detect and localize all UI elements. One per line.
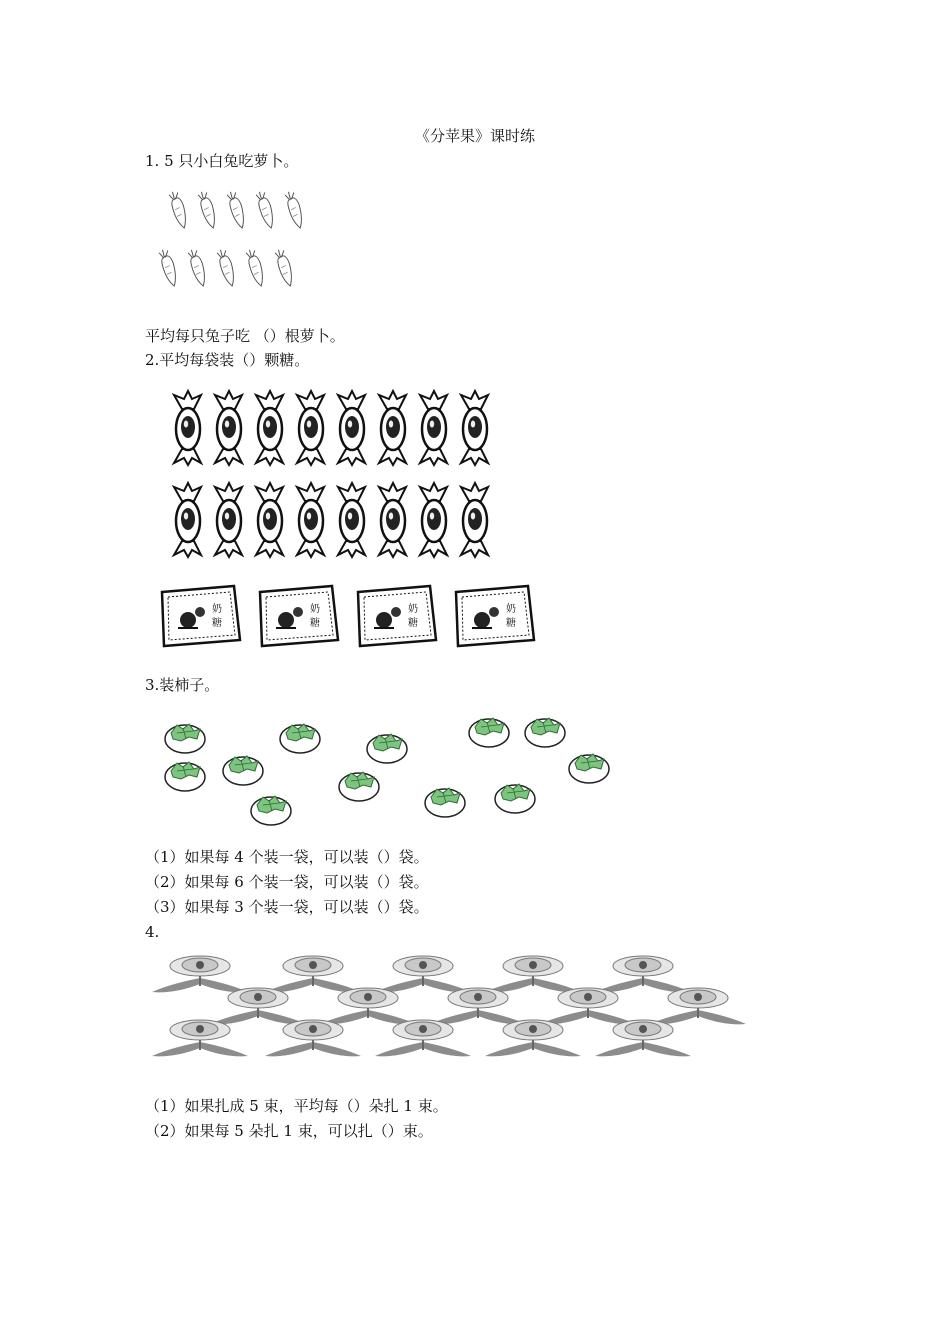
carrot-icon: [275, 248, 295, 288]
candy-icon: [297, 391, 324, 465]
flower-icon: [375, 956, 471, 992]
persimmon-icon: [367, 734, 407, 763]
flower-icon: [265, 1020, 361, 1056]
flower-icon: [152, 1020, 248, 1056]
carrot-icon: [159, 248, 179, 288]
candy-icon: [379, 483, 406, 557]
candy-icon: [379, 391, 406, 465]
flower-icon: [485, 1020, 581, 1056]
persimmon-icon: [339, 772, 379, 801]
bag-label-bottom: 糖: [212, 618, 222, 629]
persimmon-icon: [569, 754, 609, 783]
candy-icon: [420, 391, 447, 465]
candy-icon: [174, 483, 201, 557]
flower-icon: [650, 988, 746, 1024]
candy-bags-illustration: [155, 580, 540, 650]
persimmon-icon: [251, 796, 291, 825]
q3-item-3: （3）如果每 3 个装一袋，可以装（）袋。: [145, 898, 429, 916]
flower-icon: [265, 956, 361, 992]
carrot-icon: [285, 190, 305, 230]
candy-icon: [256, 483, 283, 557]
carrot-icon: [217, 248, 237, 288]
flower-icon: [210, 988, 306, 1024]
q4-item-2: （2）如果每 5 朵扎 1 束，可以扎（）束。: [145, 1122, 433, 1140]
candy-icon: [215, 483, 242, 557]
persimmon-icon: [525, 718, 565, 747]
q3-heading: 3.装柿子。: [145, 676, 220, 694]
candy-illustration: [170, 385, 510, 565]
carrot-icon: [227, 190, 247, 230]
q4-item-1: （1）如果扎成 5 束，平均每（）朵扎 1 束。: [145, 1097, 448, 1115]
candy-icon: [297, 483, 324, 557]
q1-heading: 1. 5 只小白兔吃萝卜。: [145, 152, 299, 170]
candy-icon: [174, 391, 201, 465]
bag-label-bottom: 糖: [506, 618, 516, 629]
candy-icon: [215, 391, 242, 465]
persimmon-icon: [223, 756, 263, 785]
persimmon-icon: [425, 788, 465, 817]
q1-prompt: 平均每只兔子吃 （）根萝卜。: [145, 327, 345, 345]
persimmon-icon: [495, 784, 535, 813]
carrot-icon: [198, 190, 218, 230]
bag-label-top: 奶: [506, 604, 516, 615]
bag-label-top: 奶: [212, 604, 222, 615]
flower-icon: [595, 1020, 691, 1056]
candy-bag-icon: [260, 586, 338, 646]
carrot-illustration: [150, 188, 310, 298]
flower-icon: [540, 988, 636, 1024]
persimmon-icon: [165, 762, 205, 791]
flower-icon: [595, 956, 691, 992]
persimmon-illustration: [155, 705, 615, 830]
flower-icon: [485, 956, 581, 992]
flower-icon: [375, 1020, 471, 1056]
carrot-icon: [169, 190, 189, 230]
bag-label-top: 奶: [408, 604, 418, 615]
flower-icon: [152, 956, 248, 992]
persimmon-icon: [469, 718, 509, 747]
carrot-icon: [188, 248, 208, 288]
persimmon-icon: [165, 724, 205, 753]
candy-bag-icon: [456, 586, 534, 646]
q3-item-2: （2）如果每 6 个装一袋，可以装（）袋。: [145, 873, 429, 891]
q4-heading: 4.: [145, 923, 160, 941]
flower-illustration: [150, 952, 740, 1062]
candy-bag-icon: [162, 586, 240, 646]
carrot-icon: [246, 248, 266, 288]
bag-label-bottom: 糖: [408, 618, 418, 629]
flower-icon: [430, 988, 526, 1024]
q2-heading: 2.平均每袋装（）颗糖。: [145, 351, 310, 369]
candy-icon: [338, 391, 365, 465]
candy-icon: [256, 391, 283, 465]
candy-icon: [461, 483, 488, 557]
flower-icon: [320, 988, 416, 1024]
q3-item-1: （1）如果每 4 个装一袋，可以装（）袋。: [145, 848, 429, 866]
bag-label-top: 奶: [310, 604, 320, 615]
carrot-icon: [256, 190, 276, 230]
bag-label-bottom: 糖: [310, 618, 320, 629]
persimmon-icon: [280, 724, 320, 753]
page-title: 《分苹果》课时练: [414, 127, 535, 145]
candy-bag-icon: [358, 586, 436, 646]
candy-icon: [420, 483, 447, 557]
candy-icon: [461, 391, 488, 465]
candy-icon: [338, 483, 365, 557]
